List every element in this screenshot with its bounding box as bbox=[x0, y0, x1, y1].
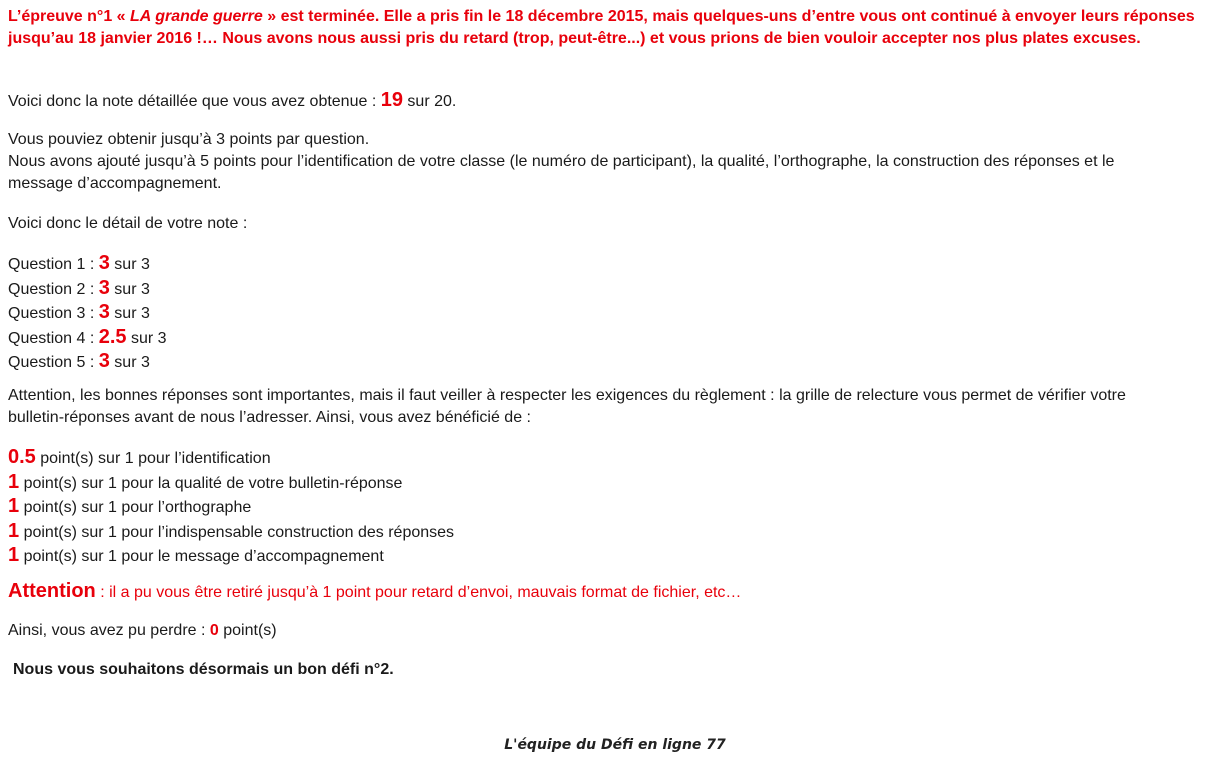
score-value: 19 bbox=[380, 89, 403, 111]
question-score: 3 bbox=[98, 252, 110, 274]
list-item bbox=[8, 326, 167, 351]
intro-paragraph bbox=[8, 6, 1208, 50]
question-suffix: sur 3 bbox=[109, 354, 150, 371]
question-label: Question 2 : bbox=[8, 280, 99, 298]
question-label: Question 3 : bbox=[8, 305, 99, 322]
question-score: 3 bbox=[98, 301, 110, 323]
list-item bbox=[8, 544, 454, 569]
list-item bbox=[8, 277, 167, 302]
list-item bbox=[8, 471, 454, 496]
bonus-text: point(s) sur 1 pour le message d’accompagnement bbox=[19, 548, 384, 565]
bonus-text: point(s) sur 1 pour la qualité de votre bulletin-réponse bbox=[19, 474, 403, 492]
bonus-value: 1 bbox=[8, 519, 20, 542]
intro-title: LA grande guerre bbox=[130, 8, 263, 25]
question-suffix: sur 3 bbox=[109, 256, 150, 273]
question-score: 3 bbox=[98, 350, 110, 372]
points-lost-suffix: point(s) bbox=[218, 622, 277, 639]
explanation-line-1: Vous pouviez obtenir jusqu’à 3 points par question. bbox=[8, 131, 370, 148]
warning-label: Attention bbox=[8, 580, 96, 602]
question-suffix: sur 3 bbox=[109, 280, 150, 298]
bonus-text: point(s) sur 1 pour l’identification bbox=[35, 450, 271, 467]
warning-text: : il a pu vous être retiré jusqu’à 1 point pour retard d’envoi, mauvais format de fichier, etc… bbox=[95, 584, 742, 601]
signature: L'équipe du Défi en ligne 77 bbox=[504, 737, 726, 753]
questions-list bbox=[8, 252, 167, 375]
detail-intro: Voici donc le détail de votre note : bbox=[8, 215, 248, 232]
intro-text: est terminée. Elle a pris fin le 18 décembre 2015, mais quelques-uns d’entre vous ont continué à envoyer leurs réponses jusqu’au 18 janvier 2016 !… Nous avons nous aussi pris du retard (trop, peut-être...) et vous prions de bien vouloir accepter nos plus plates excuses. bbox=[8, 8, 1195, 47]
score-suffix: sur 20. bbox=[402, 93, 457, 110]
question-suffix: sur 3 bbox=[126, 329, 167, 347]
bonus-value: 1 bbox=[8, 470, 20, 493]
list-item bbox=[8, 301, 167, 326]
bonus-text: point(s) sur 1 pour l’orthographe bbox=[19, 499, 252, 516]
question-suffix: sur 3 bbox=[109, 305, 150, 322]
attention-rules: Attention, les bonnes réponses sont importantes, mais il faut veiller à respecter les exigences du règlement : la grille de relecture vous permet de vérifier votre bulletin-réponses avant de nous l’adresser. Ainsi, vous avez bénéficié de : bbox=[8, 387, 1126, 426]
list-item bbox=[8, 350, 167, 375]
warning-line bbox=[8, 580, 741, 604]
list-item bbox=[8, 495, 454, 520]
bonus-value: 0.5 bbox=[8, 446, 36, 468]
question-score: 2.5 bbox=[98, 325, 127, 348]
question-label: Question 4 : bbox=[8, 329, 99, 347]
list-item bbox=[8, 446, 454, 471]
bonus-value: 1 bbox=[8, 544, 20, 566]
bonus-list bbox=[8, 446, 454, 569]
explanation-line-2: Nous avons ajouté jusqu’à 5 points pour l’identification de votre classe (le numéro de participant), la qualité, l’orthographe, la construction des réponses et le message d’accompagnement. bbox=[8, 153, 1115, 192]
list-item bbox=[8, 520, 454, 545]
score-prefix: Voici donc la note détaillée que vous avez obtenue : bbox=[8, 93, 381, 110]
intro-after-title: » bbox=[262, 8, 277, 25]
points-lost-value: 0 bbox=[209, 622, 219, 639]
question-label: Question 5 : bbox=[8, 354, 99, 371]
intro-prefix: L’épreuve n°1 « bbox=[8, 8, 131, 25]
bonus-text: point(s) sur 1 pour l’indispensable construction des réponses bbox=[19, 523, 455, 541]
points-lost-prefix: Ainsi, vous avez pu perdre : bbox=[8, 622, 210, 639]
points-lost-line bbox=[8, 620, 277, 642]
closing-message: Nous vous souhaitons désormais un bon défi n°2. bbox=[13, 661, 394, 678]
list-item bbox=[8, 252, 167, 277]
bonus-value: 1 bbox=[8, 495, 20, 517]
score-line bbox=[8, 89, 456, 113]
question-score: 3 bbox=[98, 276, 110, 299]
question-label: Question 1 : bbox=[8, 256, 99, 273]
